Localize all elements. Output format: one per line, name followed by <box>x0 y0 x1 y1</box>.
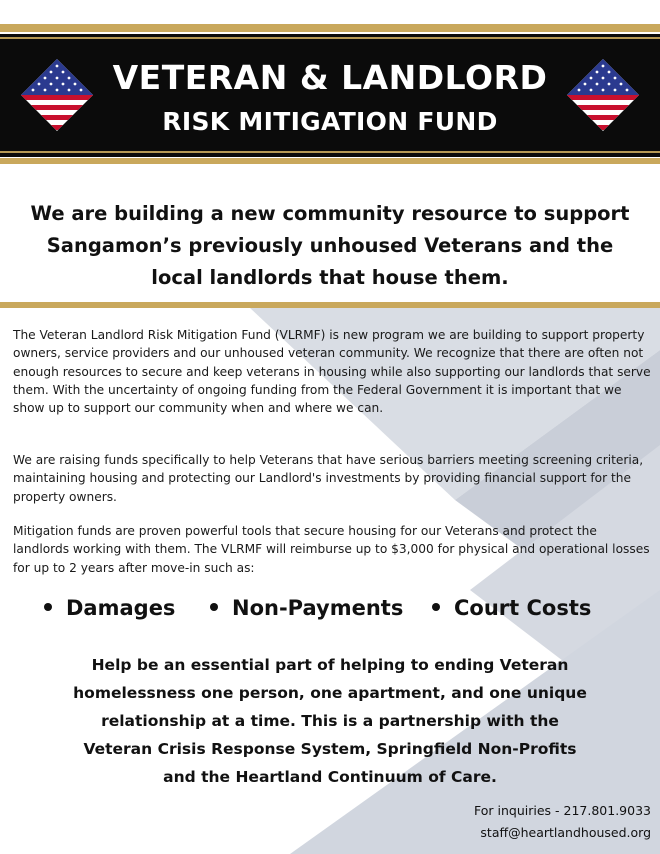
contact-email[interactable]: staff@heartlandhoused.org <box>480 825 651 840</box>
body-paragraph-2: We are raising funds specifically to help Veterans that have serious barriers meeting screening criteria, maintaining housing and protecting our Landlord's investments by providing financial support for the property owners. <box>13 453 644 504</box>
body-paragraph-1: The Veteran Landlord Risk Mitigation Fund (VLRMF) is new program we are building to support property owners, service providers and our unhoused veteran community. We recognize that there are often not enough resources to secure and keep veterans in housing while also supporting our landlords that serve them. With the uncertainty of ongoing funding from the Federal Government it is important that we show up to support our community when and where we can. <box>13 328 651 416</box>
contact-phone: For inquiries - 217.801.9033 <box>474 803 651 818</box>
bullet-dot <box>210 603 218 611</box>
bullet-label: Damages <box>66 596 176 620</box>
gold-stripe-top <box>0 24 660 32</box>
body-paragraph-3: Mitigation funds are proven powerful tools that secure housing for our Veterans and protect the landlords working with them. The VLRMF will reimburse up to $3,000 for physical and operational losses for up to 2 years after move-in such as: <box>13 524 650 575</box>
cta-line-1: Help be an essential part of helping to ending Veteran <box>91 656 569 674</box>
title-line-2: RISK MITIGATION FUND <box>162 107 498 136</box>
headline <box>0 198 660 294</box>
gold-rule-top <box>0 37 660 39</box>
bullet-item <box>432 596 591 620</box>
cta-line-4: Veteran Crisis Response System, Springfield Non-Profits <box>83 740 577 758</box>
header-banner <box>0 0 660 180</box>
bullet-item <box>44 596 175 620</box>
headline-line-1: We are building a new community resource to support <box>30 202 630 225</box>
bullet-item <box>210 596 403 620</box>
gold-stripe-bottom <box>0 158 660 164</box>
gold-rule-bottom <box>0 151 660 153</box>
title-line-1: VETERAN & LANDLORD <box>112 58 548 97</box>
call-to-action <box>0 651 660 791</box>
bullet-label: Non-Payments <box>232 596 404 620</box>
gold-divider <box>0 302 660 308</box>
cta-line-5: and the Heartland Continuum of Care. <box>163 768 497 786</box>
bullet-dot <box>432 603 440 611</box>
bullet-label: Court Costs <box>454 596 592 620</box>
bullet-dot <box>44 603 52 611</box>
headline-line-3: local landlords that house them. <box>151 266 509 289</box>
cta-line-3: relationship at a time. This is a partnership with the <box>101 712 559 730</box>
cta-line-2: homelessness one person, one apartment, and one unique <box>73 684 587 702</box>
headline-line-2: Sangamon’s previously unhoused Veterans and the <box>46 234 614 257</box>
bullet-list <box>0 596 660 630</box>
